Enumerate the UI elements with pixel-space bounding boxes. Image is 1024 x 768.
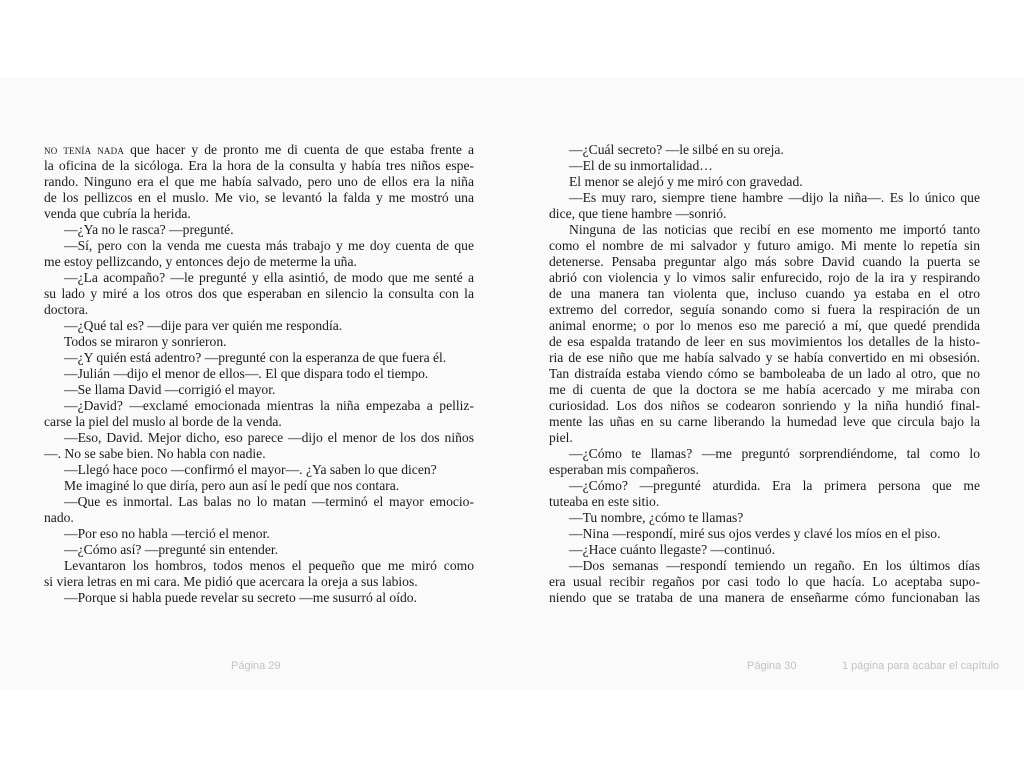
book-reader <box>0 77 1024 690</box>
left-page-number: Página 29 <box>231 660 281 672</box>
text-line <box>549 430 980 446</box>
line-text: Tan distraída estaba viendo cómo se bamboleaba de un lado al otro, que no <box>549 366 980 381</box>
text-line <box>44 334 474 350</box>
text-line <box>44 190 474 206</box>
text-line <box>44 542 474 558</box>
text-line <box>44 526 474 542</box>
text-line <box>549 542 980 558</box>
text-line <box>44 414 474 430</box>
line-text: —¿Hace cuánto llegaste? —continuó. <box>569 542 776 557</box>
line-text: —Nina —respondí, miré sus ojos verdes y clavé los míos en el piso. <box>569 526 941 541</box>
line-text: me di cuenta de que la doctora se me había acercado y me miraba con <box>549 382 980 397</box>
line-text: —¿Cómo te llamas? —me preguntó sorprendiéndome, tal como lo <box>569 446 980 461</box>
line-text: nado. <box>44 510 74 525</box>
line-text: Me imaginé lo que diría, pero aun así le pedí que nos contara. <box>64 478 400 493</box>
line-text: de una manera tan violenta que, incluso cuando ya estaba en el otro <box>549 286 980 301</box>
line-text: me estoy pellizcando, y entonces dejo de meterme la uña. <box>44 254 357 269</box>
line-text: niendo que se trataba de una manera de enseñarme cómo funcionaban las <box>549 590 980 605</box>
text-line <box>549 510 980 526</box>
line-text: curiosidad. Los dos niños se codearon sonriendo y la niña hundió final- <box>549 398 980 413</box>
text-line <box>44 238 474 254</box>
text-line <box>549 206 980 222</box>
text-line <box>44 158 474 174</box>
text-line <box>549 478 980 494</box>
line-text: de los pellizcos en el muslo. Me vio, se levantó la falda y me mostró una <box>44 190 474 205</box>
text-line <box>44 302 474 318</box>
line-text: Todos se miraron y sonrieron. <box>64 334 227 349</box>
text-line <box>44 174 474 190</box>
text-line <box>44 206 474 222</box>
text-line <box>44 478 474 494</box>
text-line <box>549 270 980 286</box>
line-text: —¿Ya no le rasca? —pregunté. <box>64 222 234 237</box>
text-line <box>549 366 980 382</box>
line-text: extremo del corredor, seguía sonando como si fuera la respiración de un <box>549 302 980 317</box>
text-line <box>549 526 980 542</box>
line-text: —Se llama David —corrigió el mayor. <box>64 382 276 397</box>
line-text: doctora. <box>44 302 89 317</box>
line-text: —¿La acompaño? —le pregunté y ella asintió, de modo que me senté a <box>64 270 474 285</box>
line-text: —Llegó hace poco —confirmó el mayor—. ¿Ya saben lo que dicen? <box>64 462 437 477</box>
chapter-lead-in: no tenía nada <box>44 143 125 157</box>
line-text: —Que es inmortal. Las balas no lo matan —terminó el mayor emocio- <box>64 494 474 509</box>
line-text: —Es muy raro, siempre tiene hambre —dijo la niña—. Es lo único que <box>569 190 980 205</box>
text-line <box>44 366 474 382</box>
line-text: rando. Ninguno era el que me había salvado, pero uno de ellos era la niña <box>44 174 474 189</box>
line-text: mente las uñas en su carne liberando la humedad leve que circula bajo la <box>549 414 980 429</box>
text-line <box>44 590 474 606</box>
line-text: —¿Qué tal es? —dije para ver quién me respondía. <box>64 318 343 333</box>
line-text: —Sí, pero con la venda me cuesta más trabajo y me doy cuenta de que <box>64 238 474 253</box>
text-line <box>549 286 980 302</box>
text-line <box>44 254 474 270</box>
line-text: era usual recibir regaños por casi todo lo que hacía. Lo aceptaba supo- <box>549 574 980 589</box>
text-line <box>44 430 474 446</box>
right-page[interactable] <box>549 142 980 606</box>
text-line <box>549 494 980 510</box>
text-line <box>549 158 980 174</box>
line-text: dice, que tiene hambre —sonrió. <box>549 206 727 221</box>
text-line <box>44 446 474 462</box>
line-text: —¿Cómo? —pregunté aturdida. Era la primera persona que me <box>569 478 980 493</box>
text-line <box>549 398 980 414</box>
line-text: esperaban mis compañeros. <box>549 462 699 477</box>
line-text: abrió con violencia y lo vimos salir enfurecido, rojo de la ira y respirando <box>549 270 980 285</box>
line-text: carse la piel del muslo al borde de la venda. <box>44 414 282 429</box>
line-text: venda que cubría la herida. <box>44 206 191 221</box>
line-text: detenerse. Pensaba preguntar algo más sobre David cuando la puerta se <box>549 254 980 269</box>
line-text: —. No se sabe bien. No habla con nadie. <box>44 446 266 461</box>
left-page[interactable] <box>44 142 474 606</box>
text-line <box>44 558 474 574</box>
line-text: la oficina de la sicóloga. Era la hora de la consulta y había tres niños espe- <box>44 158 474 173</box>
line-text: El menor se alejó y me miró con gravedad. <box>569 174 803 189</box>
text-line <box>549 142 980 158</box>
text-line <box>44 494 474 510</box>
text-line <box>549 222 980 238</box>
text-line <box>44 318 474 334</box>
text-line <box>549 574 980 590</box>
line-text: ria de ese niño que me había salvado y se había convertido en mi obsesión. <box>549 350 980 365</box>
line-text: Ninguna de las noticias que recibí en ese momento me importó tanto <box>569 222 980 237</box>
text-line <box>549 254 980 270</box>
text-line <box>549 446 980 462</box>
line-text: como el nombre de mi salvador y futuro amigo. Mi mente lo repetía sin <box>549 238 980 253</box>
line-text: si viera letras en mi cara. Me pidió que acercara la oreja a sus labios. <box>44 574 418 589</box>
text-line <box>44 462 474 478</box>
text-line <box>549 414 980 430</box>
line-text: —¿Y quién está adentro? —pregunté con la esperanza de que fuera él. <box>64 350 447 365</box>
line-text: —Julián —dijo el menor de ellos—. El que dispara todo el tiempo. <box>64 366 429 381</box>
text-line <box>44 574 474 590</box>
text-line <box>44 222 474 238</box>
line-text: que hacer y de pronto me di cuenta de que estaba frente a <box>130 142 474 157</box>
text-line <box>44 286 474 302</box>
text-line <box>44 270 474 286</box>
line-text: piel. <box>549 430 573 445</box>
text-line <box>549 190 980 206</box>
text-line <box>44 398 474 414</box>
line-text: —Porque si habla puede revelar su secreto —me susurró al oído. <box>64 590 417 605</box>
text-line <box>549 174 980 190</box>
text-line <box>549 238 980 254</box>
line-text: —Por eso no habla —terció el menor. <box>64 526 270 541</box>
line-text: —¿Cómo así? —pregunté sin entender. <box>64 542 279 557</box>
line-text: animal enorme; o por lo menos eso me pareció a mí, que quedé prendida <box>549 318 980 333</box>
line-text: —Dos semanas —respondí temiendo un regaño. En los últimos días <box>569 558 980 573</box>
text-line <box>549 350 980 366</box>
text-line <box>549 462 980 478</box>
chapter-progress: 1 página para acabar el capítulo <box>842 660 1000 672</box>
text-line <box>549 382 980 398</box>
line-text: Levantaron los hombros, todos menos el pequeño que me miró como <box>64 558 474 573</box>
line-text: tuteaba en este sitio. <box>549 494 660 509</box>
text-line <box>549 302 980 318</box>
text-line <box>44 142 474 158</box>
text-line <box>549 318 980 334</box>
line-text: su lado y miré a los otros dos que esperaban en silencio la consulta con la <box>44 286 474 301</box>
right-page-number: Página 30 <box>747 660 797 672</box>
line-text: —¿Cuál secreto? —le silbé en su oreja. <box>569 142 784 157</box>
text-line <box>549 334 980 350</box>
text-line <box>549 558 980 574</box>
line-text: —¿David? —exclamé emocionada mientras la niña empezaba a pelliz- <box>64 398 474 413</box>
text-line <box>44 510 474 526</box>
text-line <box>44 382 474 398</box>
line-text: —El de su inmortalidad… <box>569 158 713 173</box>
text-line <box>44 350 474 366</box>
text-line <box>549 590 980 606</box>
line-text: —Tu nombre, ¿cómo te llamas? <box>569 510 744 525</box>
line-text: —Eso, David. Mejor dicho, eso parece —dijo el menor de los dos niños <box>64 430 474 445</box>
line-text: de esa espalda tratando de leer en sus movimientos los detalles de la histo- <box>549 334 980 349</box>
